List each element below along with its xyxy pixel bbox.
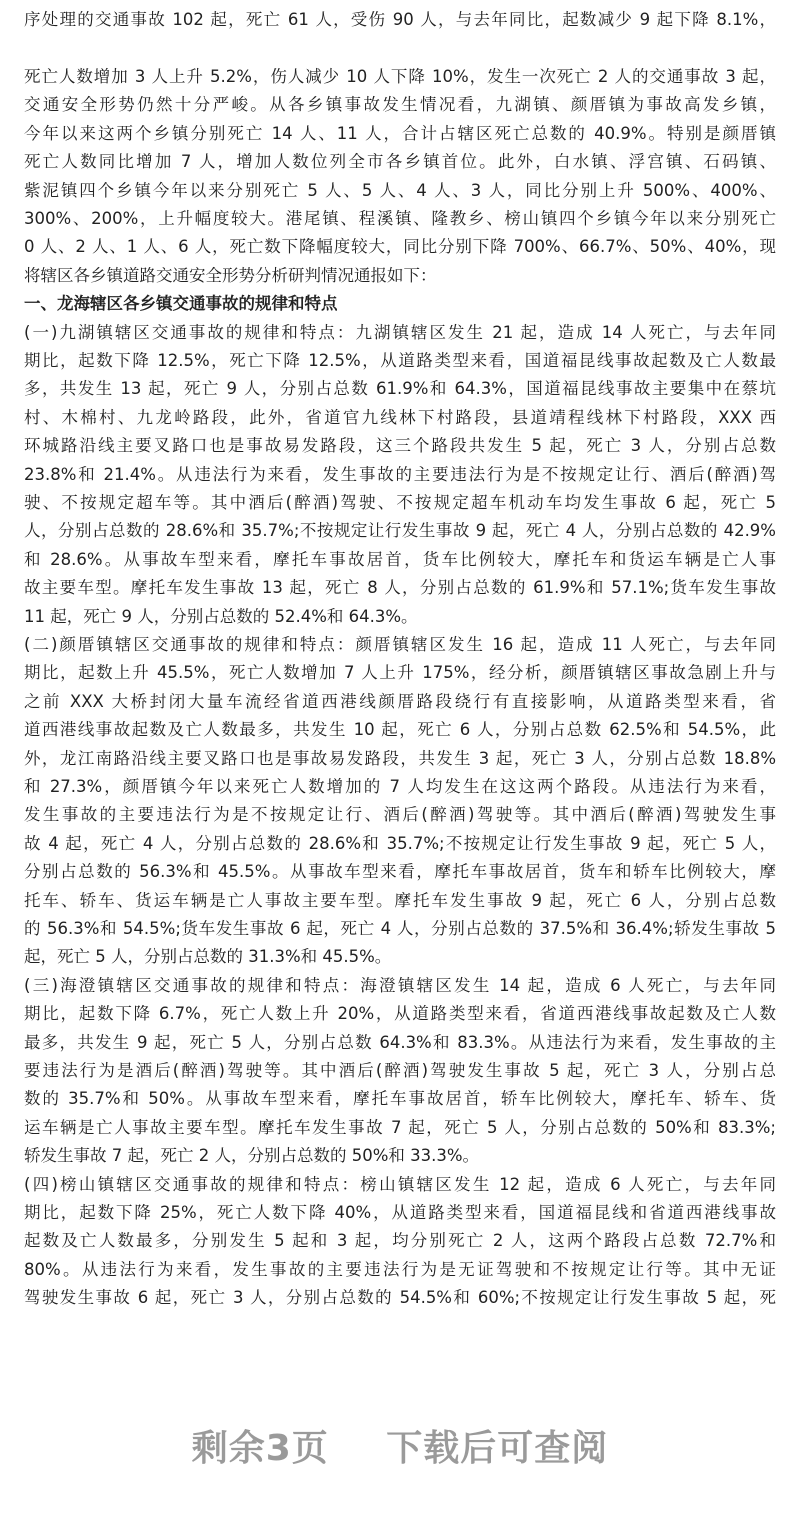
paragraph-line: 托车、轿车、货运车辆是亡人事故主要车型。摩托车发生事故 9 起，死亡 6 人，分别占总数: [24, 890, 776, 910]
paragraph-line: (二)颜厝镇辖区交通事故的规律和特点：颜厝镇辖区发生 16 起，造成 11 人死亡，与去年同: [24, 635, 776, 654]
text-line: 将辖区各乡镇道路交通安全形势分析研判情况通报如下：: [24, 265, 437, 285]
paragraph-line: 期比，起数下降 12.5%，死亡下降 12.5%，从道路类型来看，国道福昆线事故起数及亡人数最: [24, 351, 776, 370]
paragraph-line: 之前 XXX 大桥封闭大量车流经省道西港线颜厝路段绕行有直接影响，从道路类型来看，省: [24, 691, 776, 711]
paragraph-line: 期比，起数下降 25%，死亡人数下降 40%，从道路类型来看，国道福昆线和省道西港线事故: [24, 1203, 776, 1222]
paragraph-line: 发生事故的主要违法行为是不按规定让行、酒后(醉酒)驾驶等。其中酒后(醉酒)驾驶发生事: [24, 805, 776, 825]
paragraph-line: 起数及亡人数最多，分别发生 5 起和 3 起，均分别死亡 2 人，这两个路段占总数 72.7%和: [24, 1231, 776, 1251]
paragraph-line: 故主要车型。摩托车发生事故 13 起，死亡 8 人，分别占总数的 61.9%和 57.1%;货车发生事故: [24, 578, 776, 598]
paragraph-line: 起，死亡 5 人，分别占总数的 31.3%和 45.5%。: [24, 947, 392, 967]
paragraph-line: 和 27.3%，颜厝镇今年以来死亡人数增加的 7 人均发生在这这两个路段。从违法行为来看，: [24, 777, 776, 796]
text-line: 紫泥镇四个乡镇今年以来分别死亡 5 人、5 人、4 人、3 人，同比分别上升 500%、400%、: [24, 180, 776, 200]
paragraph-line: 80%。从违法行为来看，发生事故的主要违法行为是无证驾驶和不按规定让行等。其中无证: [24, 1259, 776, 1279]
text-line: 交通安全形势仍然十分严峻。从各乡镇事故发生情况看，九湖镇、颜厝镇为事故高发乡镇，: [24, 95, 776, 115]
paragraph-line: 村、木棉村、九龙岭路段，此外，省道官九线林下村路段，县道靖程线林下村路段，XXX 西: [24, 407, 776, 427]
text-line: 300%、200%，上升幅度较大。港尾镇、程溪镇、隆教乡、榜山镇四个乡镇今年以来分别死亡: [24, 209, 776, 228]
paragraph-line: 多，共发生 13 起，死亡 9 人，分别占总数 61.9%和 64.3%，国道福昆线事故主要集中在蔡坑: [24, 379, 776, 399]
paragraph-line: 驾驶发生事故 6 起，死亡 3 人，分别占总数的 54.5%和 60%;不按规定让行发生事故 5 起，死: [24, 1288, 776, 1308]
paragraph-line: 故 4 起，死亡 4 人，分别占总数的 28.6%和 35.7%;不按规定让行发生事故 9 起，死亡 5 人，: [24, 833, 776, 853]
text-line: 死亡人数增加 3 人上升 5.2%，伤人减少 10 人下降 10%，发生一次死亡 2 人的交通事故 3 起，: [24, 67, 776, 86]
paragraph-line: 的 56.3%和 54.5%;货车发生事故 6 起，死亡 4 人，分别占总数的 37.5%和 36.4%;轿发生事故 5: [24, 919, 776, 938]
paragraph-line: 数的 35.7%和 50%。从事故车型来看，摩托车事故居首，轿车比例较大，摩托车、轿车、货: [24, 1089, 776, 1109]
paragraph-line: (一)九湖镇辖区交通事故的规律和特点：九湖镇辖区发生 21 起，造成 14 人死亡，与去年同: [24, 322, 776, 342]
paragraph-line: 轿发生事故 7 起，死亡 2 人，分别占总数的 50%和 33.3%。: [24, 1146, 480, 1166]
remaining-pages-label: 剩余3页: [191, 1428, 329, 1469]
paragraph-line: 11 起，死亡 9 人，分别占总数的 52.4%和 64.3%。: [24, 606, 418, 626]
paragraph-line: 期比，起数下降 6.7%，死亡人数上升 20%，从道路类型来看，省道西港线事故起数及亡人数: [24, 1004, 776, 1024]
paragraph-line: 23.8%和 21.4%。从违法行为来看，发生事故的主要违法行为是不按规定让行、酒后(醉酒)驾: [24, 464, 776, 484]
text-line: 序处理的交通事故 102 起，死亡 61 人，受伤 90 人，与去年同比，起数减少 9 起下降 8.1%，: [24, 10, 776, 29]
paragraph-line: (四)榜山镇辖区交通事故的规律和特点：榜山镇辖区发生 12 起，造成 6 人死亡，与去年同: [24, 1174, 776, 1194]
paragraph-line: 和 28.6%。从事故车型来看，摩托车事故居首，货车比例较大，摩托车和货运车辆是亡人事: [24, 549, 776, 569]
text-line: 今年以来这两个乡镇分别死亡 14 人、11 人，合计占辖区死亡总数的 40.9%。特别是颜厝镇: [24, 123, 776, 143]
paragraph-line: 驶、不按规定超车等。其中酒后(醉酒)驾驶、不按规定超车机动车均发生事故 6 起，死亡 5: [24, 493, 776, 512]
section-heading: 一、龙海辖区各乡镇交通事故的规律和特点: [24, 294, 338, 314]
paragraph-line: 人，分别占总数的 28.6%和 35.7%;不按规定让行发生事故 9 起，死亡 4 人，分别占总数的 42.9%: [24, 521, 776, 541]
paragraph-line: 道西港线事故起数及亡人数最多，共发生 10 起，死亡 6 人，分别占总数 62.5%和 54.5%，此: [24, 720, 776, 740]
paragraph-line: 外，龙江南路沿线主要叉路口也是事故易发路段，共发生 3 起，死亡 3 人，分别占总数 18.8%: [24, 748, 776, 768]
text-line: 0 人、2 人、1 人、6 人，死亡数下降幅度较大，同比分别下降 700%、66.7%、50%、40%，现: [24, 237, 776, 257]
paragraph-line: 运车辆是亡人事故主要车型。摩托车发生事故 7 起，死亡 5 人，分别占总数的 50%和 83.3%;: [24, 1117, 776, 1137]
paragraph-line: 最多，共发生 9 起，死亡 5 人，分别占总数 64.3%和 83.3%。从违法行为来看，发生事故的主: [24, 1032, 776, 1052]
text-line: 死亡人数同比增加 7 人，增加人数位列全市各乡镇首位。此外，白水镇、浮宫镇、石码镇、: [24, 152, 776, 172]
download-to-view-label[interactable]: 下载后可查阅: [386, 1428, 609, 1469]
paragraph-line: 期比，起数上升 45.5%，死亡人数增加 7 人上升 175%，经分析，颜厝镇辖区事故急剧上升与: [24, 663, 776, 683]
paragraph-line: 环城路沿线主要叉路口也是事故易发路段，这三个路段共发生 5 起，死亡 3 人，分别占总数: [24, 436, 776, 456]
download-prompt[interactable]: [0, 1420, 800, 1471]
paragraph-line: (三)海澄镇辖区交通事故的规律和特点：海澄镇辖区发生 14 起，造成 6 人死亡，与去年同: [24, 975, 776, 995]
paragraph-line: 分别占总数的 56.3%和 45.5%。从事故车型来看，摩托车事故居首，货车和轿车比例较大，摩: [24, 862, 776, 882]
paragraph-line: 要违法行为是酒后(醉酒)驾驶等。其中酒后(醉酒)驾驶发生事故 5 起，死亡 3 人，分别占总: [24, 1061, 776, 1080]
